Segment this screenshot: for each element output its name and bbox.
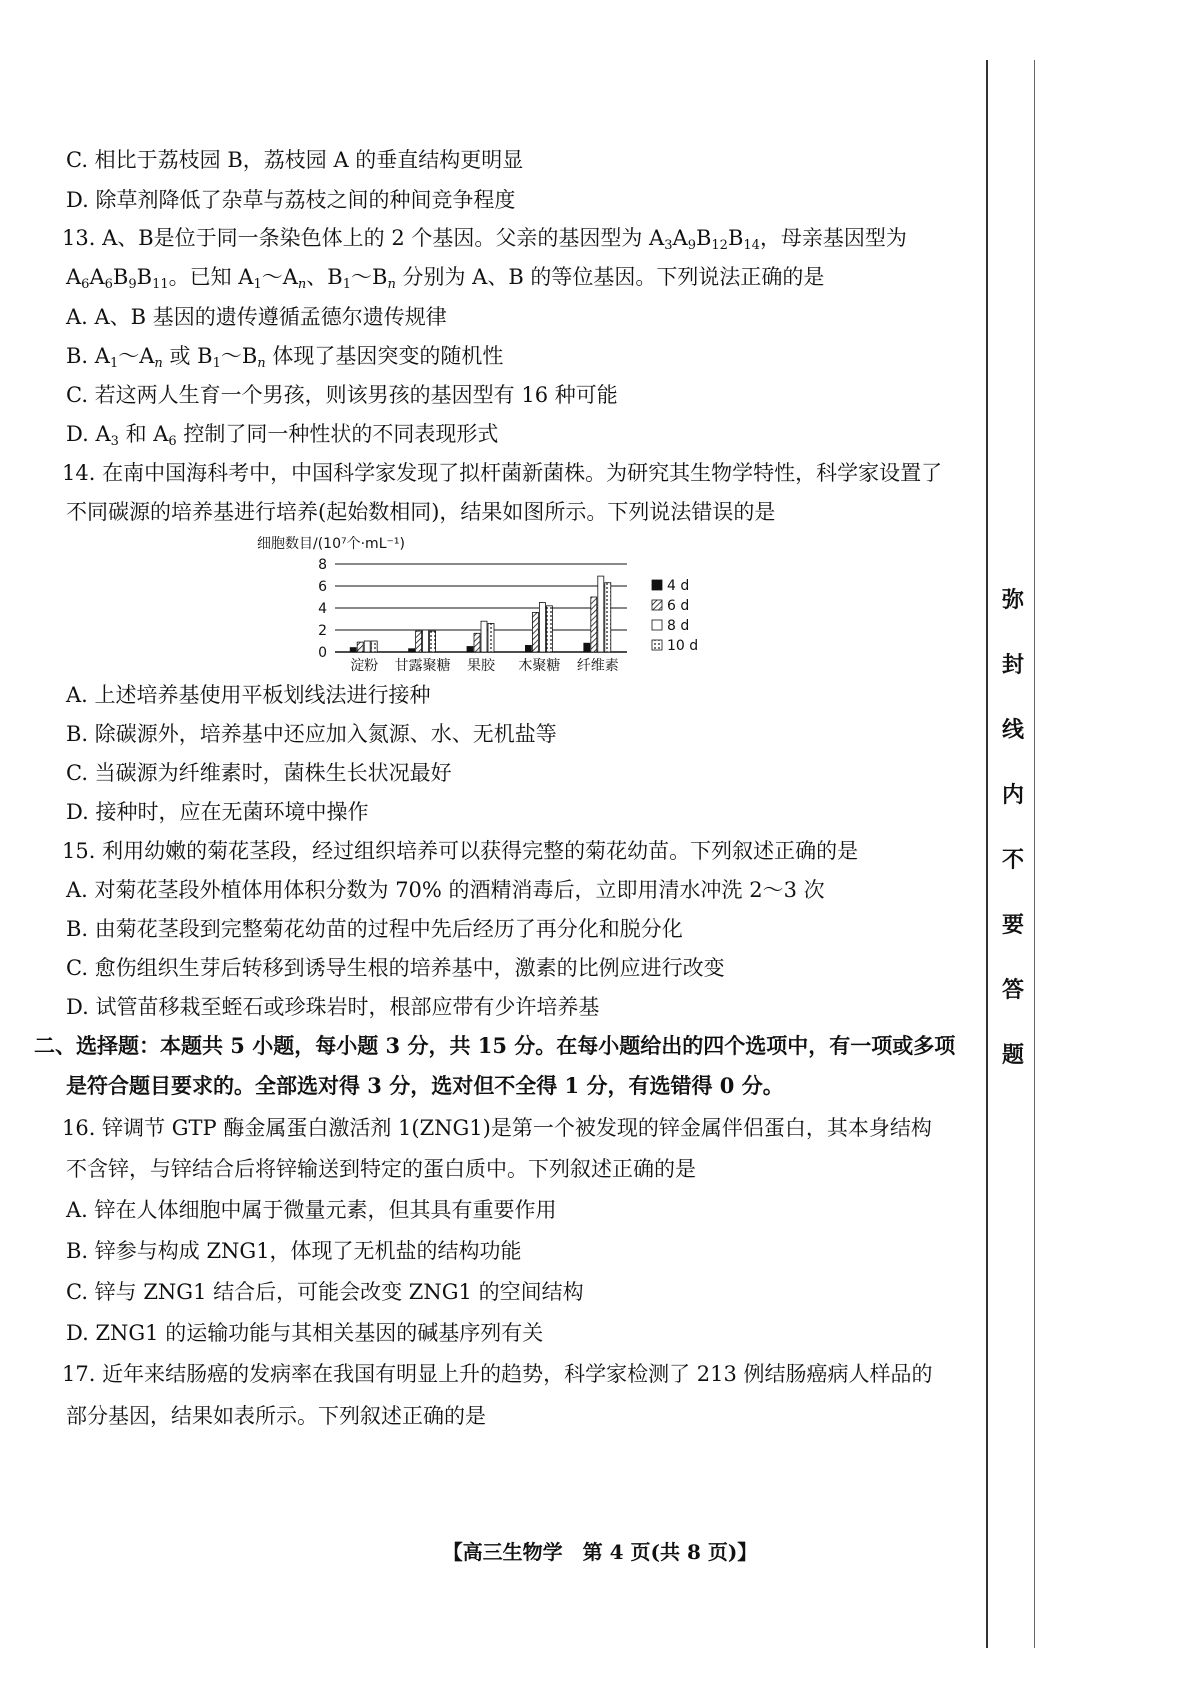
legend-swatch: [652, 580, 662, 590]
q15-option-d: D. 试管苗移栽至蛭石或珍珠岩时，根部应带有少许培养基: [66, 995, 600, 1019]
bar-6d: [591, 597, 597, 652]
legend-label: 10 d: [667, 638, 699, 654]
category-label: 木聚糖: [518, 658, 561, 674]
seal-char: 线: [1001, 717, 1024, 743]
bar-8d: [364, 641, 370, 652]
q13-option-a: A. A、B 基因的遗传遵循孟德尔遗传规律: [66, 305, 447, 329]
q13-option-b: B. $A_1\sim A_n$ 或 $B_1\sim B_n$ 体现了基因突变的随机性: [66, 344, 504, 371]
bar-8d: [539, 603, 545, 653]
bar-chart: [257, 530, 737, 690]
q13-stem-line2: $A_6A_6B_9B_{11}$。已知 $A_1\sim A_n$、$B_1\sim B_n$ 分别为 A、B 的等位基因。下列说法正确的是: [66, 265, 825, 292]
q16-option-c: C. 锌与 ZNG1 结合后，可能会改变 ZNG1 的空间结构: [66, 1280, 584, 1304]
bar-6d: [532, 612, 538, 652]
seal-char: 不: [1001, 847, 1024, 873]
y-tick-label: 2: [318, 623, 327, 639]
q15-stem: 15. 利用幼嫩的菊花茎段，经过组织培养可以获得完整的菊花幼苗。下列叙述正确的是: [62, 839, 859, 863]
seal-char: 弥: [1001, 587, 1024, 613]
seal-char: 内: [1001, 782, 1024, 808]
legend-swatch: [652, 640, 662, 650]
bar-4d: [467, 647, 473, 653]
bar-4d: [584, 643, 590, 652]
y-tick-label: 4: [318, 601, 327, 617]
bar-8d: [481, 621, 487, 652]
bar-4d: [350, 648, 356, 652]
q15-option-b: B. 由菊花茎段到完整菊花幼苗的过程中先后经历了再分化和脱分化: [66, 917, 683, 941]
category-label: 纤维素: [576, 658, 619, 674]
seal-char: 题: [1001, 1042, 1024, 1068]
bar-10d: [546, 606, 552, 652]
q14-stem-line1: 14. 在南中国海科考中，中国科学家发现了拟杆菌新菌株。为研究其生物学特性，科学家设置了: [62, 461, 943, 485]
bar-10d: [488, 623, 494, 652]
bar-8d: [423, 630, 429, 652]
bar-4d: [525, 645, 531, 652]
y-tick-label: 8: [318, 557, 327, 573]
seal-char: 封: [1001, 652, 1024, 678]
legend-label: 6 d: [667, 598, 690, 614]
bar-8d: [598, 576, 604, 652]
seal-char: 要: [1001, 912, 1024, 938]
legend-swatch: [652, 620, 662, 630]
binding-rule-thick: [986, 60, 988, 1648]
q13-option-c: C. 若这两人生育一个男孩，则该男孩的基因型有 16 种可能: [66, 383, 618, 407]
q16-option-d: D. ZNG1 的运输功能与其相关基因的碱基序列有关: [66, 1321, 544, 1345]
page-footer: 【高三生物学 第 4 页(共 8 页)】: [442, 1540, 758, 1564]
q14-option-b: B. 除碳源外，培养基中还应加入氮源、水、无机盐等: [66, 722, 557, 746]
q15-option-a: A. 对菊花茎段外植体用体积分数为 70% 的酒精消毒后，立即用清水冲洗 2～3 次: [66, 878, 825, 902]
q16-option-a: A. 锌在人体细胞中属于微量元素，但其具有重要作用: [66, 1198, 557, 1222]
q12-option-d: D. 除草剂降低了杂草与荔枝之间的种间竞争程度: [66, 188, 516, 212]
category-label: 甘露聚糖: [394, 658, 451, 674]
bar-6d: [416, 631, 422, 652]
legend-label: 8 d: [667, 618, 690, 634]
section2-heading-line1: 二、选择题：本题共 5 小题，每小题 3 分，共 15 分。在每小题给出的四个选项中，有一项或多项: [34, 1033, 956, 1058]
bar-4d: [409, 649, 415, 652]
category-label: 淀粉: [350, 658, 379, 674]
q16-stem-line1: 16. 锌调节 GTP 酶金属蛋白激活剂 1(ZNG1)是第一个被发现的锌金属伴侣蛋白，其本身结构: [62, 1116, 932, 1140]
binding-rule-thin: [1034, 60, 1035, 1648]
bar-10d: [371, 641, 377, 652]
q14-option-a: A. 上述培养基使用平板划线法进行接种: [66, 683, 431, 707]
q12-option-c: C. 相比于荔枝园 B，荔枝园 A 的垂直结构更明显: [66, 148, 524, 172]
q14-option-c: C. 当碳源为纤维素时，菌株生长状况最好: [66, 761, 452, 785]
legend-swatch: [652, 600, 662, 610]
q14-stem-line2: 不同碳源的培养基进行培养(起始数相同)，结果如图所示。下列说法错误的是: [66, 500, 776, 524]
bar-6d: [357, 642, 363, 652]
q16-option-b: B. 锌参与构成 ZNG1，体现了无机盐的结构功能: [66, 1239, 522, 1263]
q17-stem-line1: 17. 近年来结肠癌的发病率在我国有明显上升的趋势，科学家检测了 213 例结肠癌病人样品的: [62, 1362, 933, 1386]
y-tick-label: 0: [318, 645, 327, 661]
legend-label: 4 d: [667, 578, 690, 594]
bar-6d: [474, 633, 480, 652]
q13-stem-line1: 13. A、B是位于同一条染色体上的 2 个基因。父亲的基因型为 $A_3A_9B_{12}B_{14}$，母亲基因型为: [62, 226, 907, 253]
y-tick-label: 6: [318, 579, 327, 595]
chart-ylabel: 细胞数目/(10⁷个·mL⁻¹): [257, 536, 405, 552]
seal-char: 答: [1001, 977, 1024, 1003]
bar-10d: [605, 583, 611, 652]
q15-option-c: C. 愈伤组织生芽后转移到诱导生根的培养基中，激素的比例应进行改变: [66, 956, 725, 980]
q16-stem-line2: 不含锌，与锌结合后将锌输送到特定的蛋白质中。下列叙述正确的是: [66, 1157, 696, 1181]
q13-option-d: D. $A_3$ 和 $A_6$ 控制了同一种性状的不同表现形式: [66, 422, 499, 449]
bar-10d: [430, 631, 436, 652]
q17-stem-line2: 部分基因，结果如表所示。下列叙述正确的是: [66, 1404, 486, 1428]
category-label: 果胶: [467, 658, 495, 674]
q14-option-d: D. 接种时，应在无菌环境中操作: [66, 800, 369, 824]
section2-heading-line2: 是符合题目要求的。全部选对得 3 分，选对但不全得 1 分，有选错得 0 分。: [66, 1073, 784, 1098]
